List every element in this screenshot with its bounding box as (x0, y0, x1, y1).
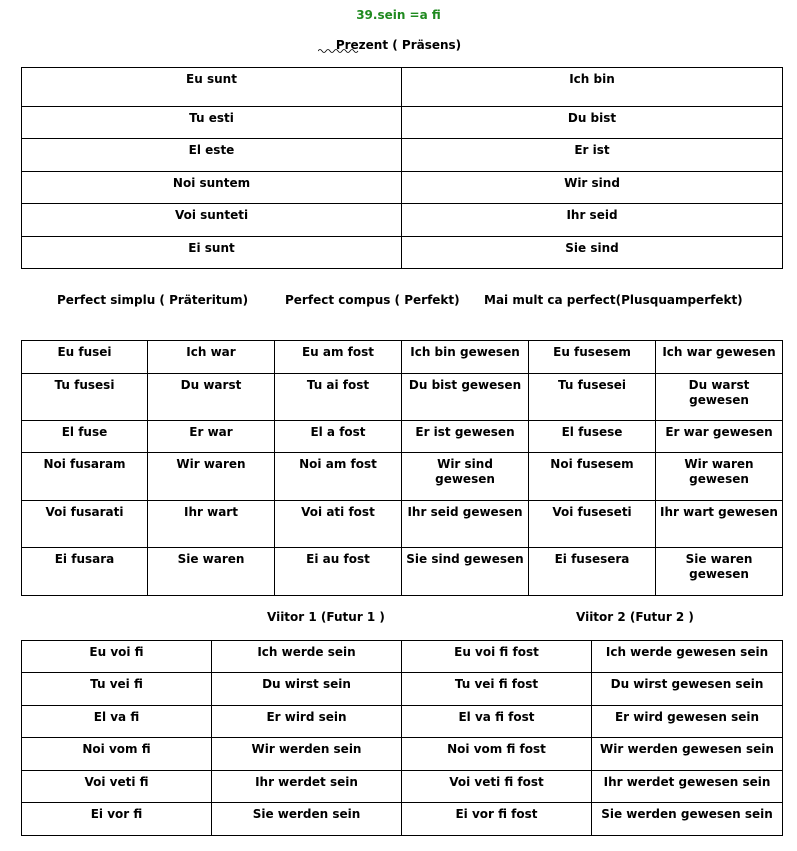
table-cell: Ihr wart (148, 501, 275, 548)
future-table (21, 640, 783, 836)
table-cell: Ei vor fi (22, 803, 212, 836)
past-table (21, 340, 783, 596)
table-row (22, 641, 783, 673)
table-cell: Du wirst sein (212, 673, 402, 706)
table-row (22, 204, 783, 237)
table-cell: Ei sunt (22, 237, 402, 269)
table-cell: Ich war (148, 341, 275, 374)
table-cell: Ihr wart gewesen (656, 501, 783, 548)
table-cell: Eu fusesem (529, 341, 656, 374)
table-row (22, 771, 783, 803)
table-cell: Er wird sein (212, 706, 402, 738)
table-cell: Noi fusesem (529, 453, 656, 501)
table-cell: El a fost (275, 421, 402, 453)
past-heading-perfect: Perfect compus ( Perfekt) (285, 293, 460, 307)
table-cell: Tu fusesei (529, 374, 656, 421)
table-cell: Voi fuseseti (529, 501, 656, 548)
table-cell: Tu vei fi fost (402, 673, 592, 706)
table-row (22, 172, 783, 204)
table-cell: Tu ai fost (275, 374, 402, 421)
table-cell: Ihr werdet sein (212, 771, 402, 803)
table-cell: Er ist (402, 139, 783, 172)
table-cell: Noi vom fi (22, 738, 212, 771)
table-row (22, 548, 783, 596)
table-cell: Eu fusei (22, 341, 148, 374)
table-cell: Du warst (148, 374, 275, 421)
table-cell: Tu vei fi (22, 673, 212, 706)
table-cell: Noi am fost (275, 453, 402, 501)
table-cell: Ei vor fi fost (402, 803, 592, 836)
table-cell: Sie werden gewesen sein (592, 803, 783, 836)
table-cell: El va fi fost (402, 706, 592, 738)
table-cell: Ei fusara (22, 548, 148, 596)
table-row (22, 139, 783, 172)
table-cell: Voi veti fi (22, 771, 212, 803)
table-cell: Sie sind gewesen (402, 548, 529, 596)
table-row (22, 421, 783, 453)
table-cell: Ei au fost (275, 548, 402, 596)
table-row (22, 68, 783, 107)
table-row (22, 453, 783, 501)
present-heading: Prezent ( Präsens) (335, 38, 462, 52)
table-cell: Er ist gewesen (402, 421, 529, 453)
table-cell: Ihr seid (402, 204, 783, 237)
table-cell: Eu am fost (275, 341, 402, 374)
table-cell: Du bist (402, 107, 783, 139)
table-cell: Ich war gewesen (656, 341, 783, 374)
table-row (22, 237, 783, 269)
table-cell: Sie werden sein (212, 803, 402, 836)
present-table (21, 67, 783, 269)
table-cell: El va fi (22, 706, 212, 738)
table-cell: Ich bin (402, 68, 783, 107)
table-cell: Noi vom fi fost (402, 738, 592, 771)
table-cell: Eu sunt (22, 68, 402, 107)
table-row (22, 803, 783, 836)
table-cell: Wir sind gewesen (402, 453, 529, 501)
table-cell: Wir werden sein (212, 738, 402, 771)
table-cell: Du warst gewesen (656, 374, 783, 421)
table-cell: Wir werden gewesen sein (592, 738, 783, 771)
table-cell: Eu voi fi (22, 641, 212, 673)
table-cell: Tu esti (22, 107, 402, 139)
spellcheck-squiggle-icon (318, 48, 360, 54)
table-cell: Du wirst gewesen sein (592, 673, 783, 706)
table-cell: El este (22, 139, 402, 172)
table-row (22, 706, 783, 738)
future-heading-2: Viitor 2 (Futur 2 ) (576, 610, 694, 624)
table-cell: Ich bin gewesen (402, 341, 529, 374)
table-cell: Wir waren gewesen (656, 453, 783, 501)
table-cell: Ich werde gewesen sein (592, 641, 783, 673)
table-cell: Er war gewesen (656, 421, 783, 453)
table-cell: Noi suntem (22, 172, 402, 204)
table-cell: El fusese (529, 421, 656, 453)
table-cell: Eu voi fi fost (402, 641, 592, 673)
table-cell: Ei fusesera (529, 548, 656, 596)
table-cell: Tu fusesi (22, 374, 148, 421)
future-heading-1: Viitor 1 (Futur 1 ) (267, 610, 385, 624)
table-row (22, 107, 783, 139)
table-cell: Sie waren gewesen (656, 548, 783, 596)
table-cell: Noi fusaram (22, 453, 148, 501)
past-heading-pluperfect: Mai mult ca perfect(Plusquamperfekt) (484, 293, 743, 307)
table-cell: Sie waren (148, 548, 275, 596)
table-cell: Voi veti fi fost (402, 771, 592, 803)
table-cell: Ihr werdet gewesen sein (592, 771, 783, 803)
table-cell: El fuse (22, 421, 148, 453)
table-row (22, 374, 783, 421)
table-row (22, 341, 783, 374)
table-cell: Du bist gewesen (402, 374, 529, 421)
table-cell: Er war (148, 421, 275, 453)
table-cell: Ich werde sein (212, 641, 402, 673)
table-cell: Voi sunteti (22, 204, 402, 237)
table-row (22, 738, 783, 771)
table-cell: Ihr seid gewesen (402, 501, 529, 548)
table-cell: Wir waren (148, 453, 275, 501)
table-cell: Er wird gewesen sein (592, 706, 783, 738)
table-cell: Sie sind (402, 237, 783, 269)
table-row (22, 673, 783, 706)
page-title: 39.sein =a fi (356, 8, 441, 22)
table-cell: Voi ati fost (275, 501, 402, 548)
table-row (22, 501, 783, 548)
table-cell: Wir sind (402, 172, 783, 204)
past-heading-preterite: Perfect simplu ( Präteritum) (57, 293, 249, 307)
table-cell: Voi fusarati (22, 501, 148, 548)
